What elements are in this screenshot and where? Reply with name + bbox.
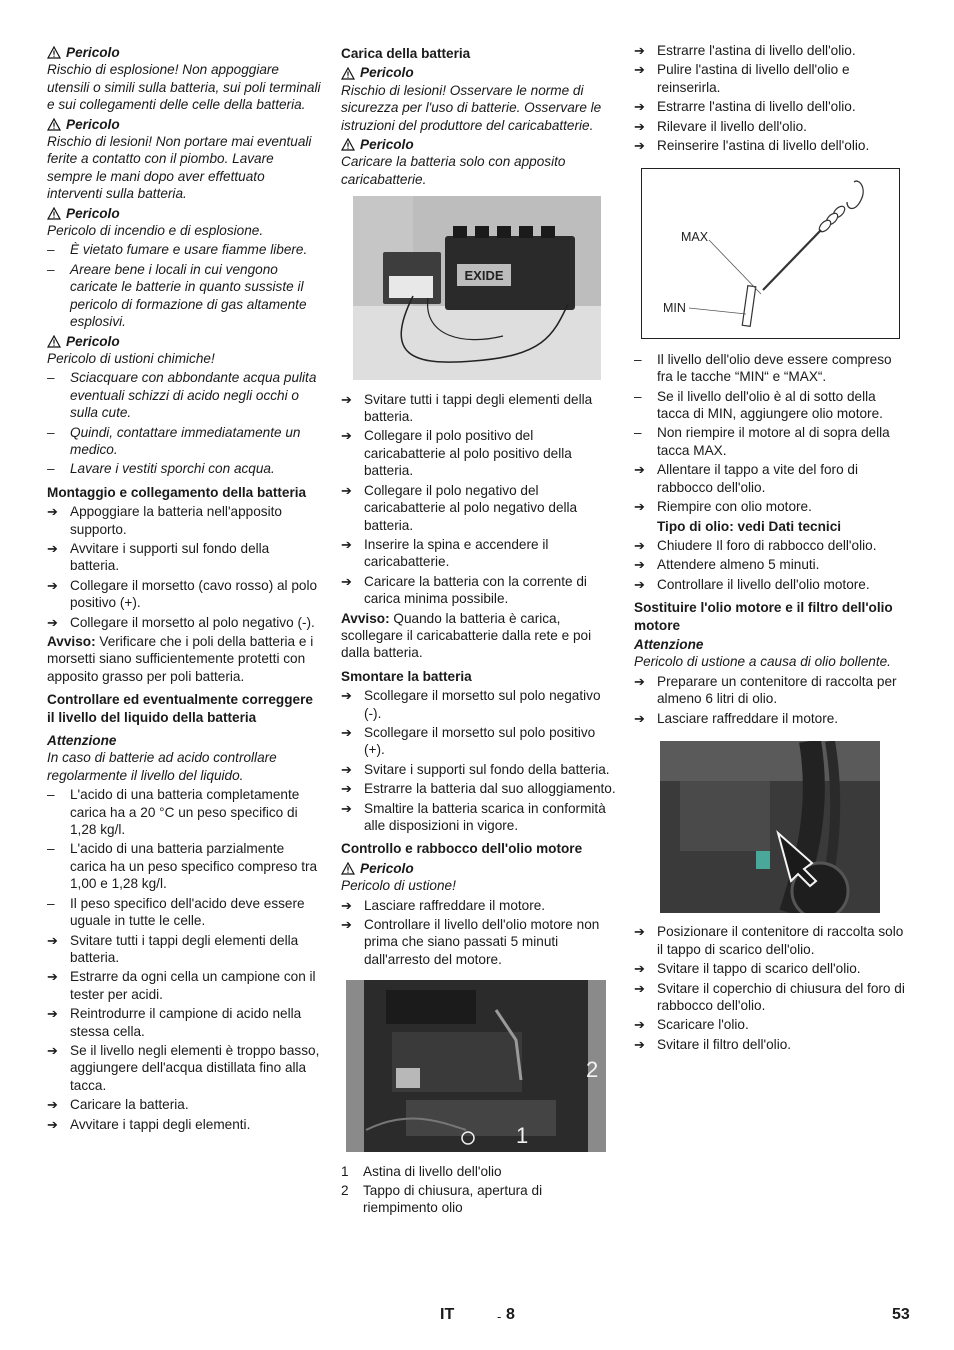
warning-title: Pericolo [66,333,120,349]
section-heading: Controllare ed eventualmente correggere il livello del liquido della batteria [47,692,313,725]
warning-text: Rischio di esplosione! Non appoggiare utensili o simili sulla batteria, sui poli terminali e sui collegamenti delle celle della batteria. [47,62,321,113]
step-item: ➔ Svitare il tappo di scarico dell'olio. [634,961,861,977]
warning-heading [47,333,322,350]
footer-language: IT [440,1306,455,1323]
step-item: ➔ Controllare il livello dell'olio motore non prima che siano passati 5 minuti dall'arresto del motore. [341,917,600,967]
arrow-right-icon: ➔ [634,710,645,726]
warning-text: Pericolo di ustione! [341,878,456,894]
warning-title: Pericolo [360,137,414,153]
column-right [634,42,909,1055]
step-item: ➔ Smaltire la batteria scarica in conformità alle disposizioni in vigore. [341,800,606,833]
step-item: ➔ Appoggiare la batteria nell'apposito supporto. [47,504,282,537]
list-item: – Il livello dell'olio deve essere compreso fra le tacche “MIN“ e “MAX“. [634,351,892,385]
step-item: ➔ Reintrodurre il campione di acido nella stessa cella. [47,1006,302,1039]
arrow-right-icon: ➔ [634,138,645,154]
step-item: ➔ Estrarre l'astina di livello dell'olio. [634,43,856,58]
warning-title: Pericolo [66,205,120,221]
arrow-right-icon: ➔ [341,536,352,552]
arrow-right-icon: ➔ [341,688,352,704]
arrow-right-icon: ➔ [634,924,645,940]
step-item: ➔ Avvitare i tappi degli elementi. [47,1116,251,1132]
step-item: ➔ Lasciare raffreddare il motore. [634,710,839,726]
arrow-right-icon: ➔ [47,932,58,948]
column-left [47,42,322,1135]
warning-heading [341,860,616,877]
step-item: ➔ Rilevare il livello dell'olio. [634,118,807,134]
step-item: ➔ Caricare la batteria. [47,1097,189,1113]
step-item: ➔ Svitare il filtro dell'olio. [634,1036,792,1052]
arrow-right-icon: ➔ [47,540,58,556]
step-item: ➔ Estrarre l'astina di livello dell'olio. [634,99,856,115]
arrow-right-icon: ➔ [341,428,352,444]
warning-heading [47,205,322,222]
footer-sub-page: 8 [506,1306,515,1323]
arrow-right-icon: ➔ [634,673,645,689]
step-item: ➔ Allentare il tappo a vite del foro di rabbocco dell'olio. [634,462,859,495]
arrow-right-icon: ➔ [47,1042,58,1058]
step-item: ➔ Posizionare il contenitore di raccolta solo il tappo di scarico dell'olio. [634,924,904,957]
attention-text: In caso di batterie ad acido controllare regolarmente il livello del liquido. [47,750,277,783]
arrow-right-icon: ➔ [634,980,645,996]
arrow-right-icon: ➔ [634,961,645,977]
list-item: – Il peso specifico dell'acido deve essere uguale in tutte le celle. [47,895,305,929]
step-item: ➔ Scollegare il morsetto sul polo positivo (+). [341,724,596,758]
warning-title: Pericolo [66,45,120,60]
engine-callout-1: 1 [516,1123,529,1149]
step-item: ➔ Collegare il polo positivo del caricabatterie al polo positivo della batteria. [341,428,572,479]
engine-callout-2: 2 [586,1057,599,1083]
step-item: ➔ Collegare il polo negativo del caricabatterie al polo negativo della batteria. [341,482,578,533]
step-item: ➔ Pulire l'astina di livello dell'olio e reinserirla. [634,62,850,95]
step-item: ➔ Se il livello negli elementi è troppo basso, aggiungere dell'acqua distillata fino alla tacca. [47,1042,320,1093]
warning-heading [341,64,616,81]
list-item: – L'acido di una batteria parzialmente carica ha un peso specifico compreso tra 1,00 e 1,28 kg/l. [47,841,318,892]
arrow-right-icon: ➔ [341,724,352,740]
dipstick-max-label: MAX [681,230,709,245]
arrow-right-icon: ➔ [341,800,352,816]
warning-heading [47,116,322,133]
attention-title: Attenzione [634,636,704,652]
arrow-right-icon: ➔ [47,577,58,593]
list-item: – Lavare i vestiti sporchi con acqua. [47,461,275,477]
list-item: – Non riempire il motore al di sopra della tacca MAX. [634,425,890,458]
warning-icon [47,118,61,131]
step-item: ➔ Caricare la batteria con la corrente di carica minima possibile. [341,573,587,607]
arrow-right-icon: ➔ [341,573,352,589]
arrow-right-icon: ➔ [634,557,645,573]
warning-text: Rischio di lesioni! Non portare mai eventuali ferite a contatto con il piombo. Lavare sempre le mani dopo aver effettuato interventi sulla batteria. [47,134,312,202]
caption-item: 1 Astina di livello dell'olio [341,1163,502,1179]
warning-icon [47,207,61,220]
arrow-right-icon: ➔ [47,969,58,985]
caption-item: 2 Tappo di chiusura, apertura di riempimento olio [341,1183,543,1216]
list-item: – L'acido di una batteria completamente carica ha a 20 °C un peso specifico di 1,28 kg/l. [47,787,300,838]
step-item: ➔ Svitare i supporti sul fondo della batteria. [341,761,610,777]
warning-icon [341,138,355,151]
step-item: ➔ Scaricare l'olio. [634,1017,749,1033]
warning-text: Rischio di lesioni! Osservare le norme di sicurezza per l'uso di batterie. Osservare le istruzioni del produttore del caricabatterie. [341,82,602,133]
column-middle [341,42,616,1219]
warning-icon [341,862,355,875]
section-heading: Smontare la batteria [341,668,472,684]
warning-heading [341,136,616,153]
section-heading: Carica della batteria [341,46,471,61]
warning-heading [47,44,322,61]
list-item: – Sciacquare con abbondante acqua pulita eventuali schizzi di acido negli occhi o sulla cute. [47,370,317,421]
step-item: ➔ Controllare il livello dell'olio motore. [634,576,870,592]
step-item: ➔ Inserire la spina e accendere il caricabatterie. [341,536,549,570]
step-item: ➔ Svitare tutti i tappi degli elementi della batteria. [341,391,593,425]
arrow-right-icon: ➔ [47,504,58,520]
list-item: – Areare bene i locali in cui vengono caricate le batterie in quanto sussiste il pericolo di formazione di gas altamente esplosivi. [47,261,307,330]
arrow-right-icon: ➔ [47,1097,58,1113]
arrow-right-icon: ➔ [341,391,352,407]
step-item: ➔ Collegare il morsetto al polo negativo (-). [47,614,315,630]
arrow-right-icon: ➔ [634,576,645,592]
step-item: ➔ Svitare tutti i tappi degli elementi della batteria. [47,932,299,965]
arrow-right-icon: ➔ [341,482,352,498]
dipstick-diagram [641,168,901,340]
arrow-right-icon: ➔ [634,43,645,58]
step-item: ➔ Svitare il coperchio di chiusura del foro di rabbocco dell'olio. [634,980,905,1013]
list-item: – Quindi, contattare immediatamente un medico. [47,424,301,457]
oil-drain-photo [660,741,880,913]
arrow-right-icon: ➔ [47,1006,58,1022]
warning-text: Caricare la batteria solo con apposito caricabatterie. [341,154,566,187]
arrow-right-icon: ➔ [634,118,645,134]
attention-title: Attenzione [47,733,117,749]
arrow-right-icon: ➔ [634,62,645,78]
step-item: ➔ Avvitare i supporti sul fondo della batteria. [47,540,270,574]
arrow-right-icon: ➔ [47,1116,58,1132]
arrow-right-icon: ➔ [634,537,645,553]
list-item: – Se il livello dell'olio è al di sotto della tacca di MIN, aggiungere olio motore. [634,388,883,422]
section-heading: Montaggio e collegamento della batteria [47,484,307,500]
step-item: ➔ Estrarre da ogni cella un campione con il tester per acidi. [47,969,316,1002]
warning-icon [47,335,61,348]
step-item: ➔ Reinserire l'astina di livello dell'olio. [634,138,870,154]
step-item: ➔ Chiudere Il foro di rabbocco dell'olio. [634,537,877,553]
battery-brand: EXIDE [464,268,504,284]
step-item: ➔ Riempire con olio motore. [634,499,812,515]
step-item: ➔ Scollegare il morsetto sul polo negativo (-). [341,688,601,721]
step-item: ➔ Lasciare raffreddare il motore. [341,897,546,913]
warning-icon [341,67,355,80]
arrow-right-icon: ➔ [341,781,352,797]
warning-title: Pericolo [360,65,414,81]
footer-separator: - [497,1309,502,1324]
arrow-right-icon: ➔ [634,1036,645,1052]
step-item: ➔ Preparare un contenitore di raccolta per almeno 6 litri di olio. [634,673,897,707]
arrow-right-icon: ➔ [634,462,645,478]
page-number: 53 [892,1306,910,1323]
attention-text: Pericolo di ustione a causa di olio bollente. [634,654,891,670]
section-heading: Sostituire l'olio motore e il filtro dell'olio motore [634,600,893,633]
oil-type-note: Tipo di olio: vedi Dati tecnici [657,518,842,534]
warning-text: Pericolo di incendio e di esplosione. [47,223,264,239]
arrow-right-icon: ➔ [341,897,352,913]
arrow-right-icon: ➔ [634,499,645,515]
arrow-right-icon: ➔ [341,761,352,777]
step-item: ➔ Estrarre la batteria dal suo alloggiamento. [341,781,616,797]
section-heading: Controllo e rabbocco dell'olio motore [341,841,583,857]
warning-title: Pericolo [66,116,120,132]
list-item: – È vietato fumare e usare fiamme libere. [47,242,308,258]
arrow-right-icon: ➔ [634,99,645,115]
arrow-right-icon: ➔ [634,1017,645,1033]
step-item: ➔ Attendere almeno 5 minuti. [634,557,820,573]
battery-charger-photo [353,196,601,380]
engine-photo [346,980,606,1152]
notice: Avviso: Quando la batteria è carica, scollegare il caricabatterie dalla rete e poi dalla batteria. [341,610,592,661]
dipstick-min-label: MIN [663,301,686,316]
warning-title: Pericolo [360,860,414,876]
warning-icon [47,46,61,59]
notice: Avviso: Verificare che i poli della batteria e i morsetti siano sufficientemente protetti con apposito grasso per poli batteria. [47,634,314,684]
step-item: ➔ Collegare il morsetto (cavo rosso) al polo positivo (+). [47,577,318,611]
arrow-right-icon: ➔ [47,614,58,630]
arrow-right-icon: ➔ [341,917,352,933]
warning-text: Pericolo di ustioni chimiche! [47,350,215,366]
